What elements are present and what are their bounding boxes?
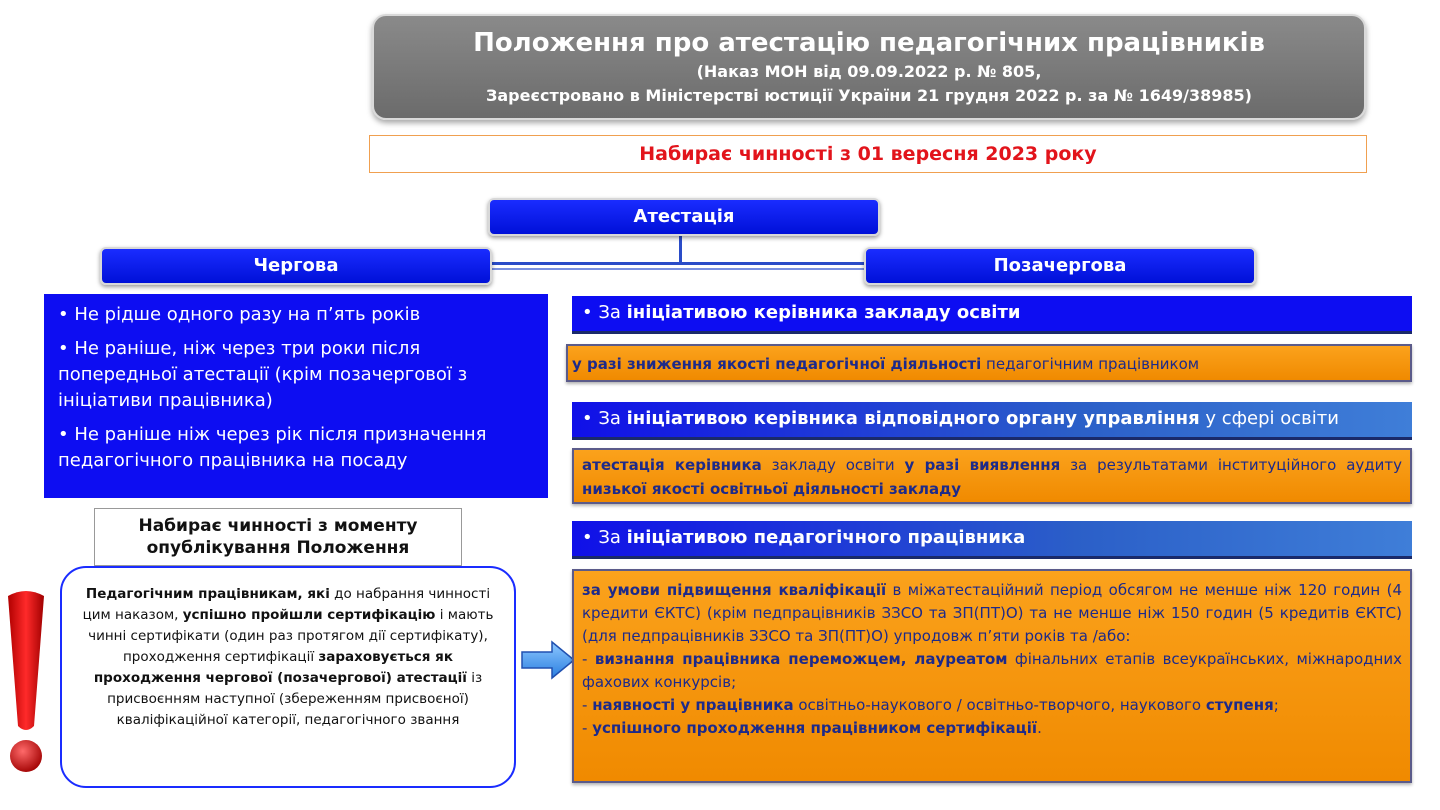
regular-node: Чергова <box>100 247 492 285</box>
connector-horizontal <box>492 262 864 265</box>
init2-suffix: у сфері освіти <box>1199 408 1339 429</box>
cond3-text-1: в міжатестаційний період обсягом не менше ніж 120 годин (4 кредити ЄКТС) (крім педпрацівників ЗЗСО та ЗП(ПТ)О) та не менше ніж 150 годин (5 кредитів ЄКТС) (для педпрацівників ЗЗСО та ЗП(ПТ)О) упродовж п’яти років та /або: <box>582 581 1402 645</box>
init3-prefix: • За <box>582 527 627 548</box>
regular-conditions-list <box>44 294 548 498</box>
certification-note <box>60 566 516 788</box>
cond3-item3-bold: успішного проходження працівником сертифікації <box>592 719 1038 737</box>
document-header <box>372 14 1366 120</box>
cond3-item1-bold: визнання працівника переможцем, лауреатом <box>594 650 1008 668</box>
since-line-1: Набирає чинності з моменту <box>138 516 418 536</box>
cond2-bold-2: у разі виявлення <box>904 456 1061 474</box>
cond2-text-2: за результатами інституційного аудиту <box>1060 456 1403 474</box>
cond3-paragraph <box>582 579 1402 648</box>
note-text-3: із присвоєнням наступної (збереженням присвоєної) кваліфікаційної категорії, педагогічного звання <box>107 670 483 728</box>
cond2-bold-3: низької якості освітньої діяльності закладу <box>582 480 962 498</box>
page-title: Положення про атестацію педагогічних працівників <box>473 28 1265 58</box>
dash: - <box>582 696 593 714</box>
since-publication-box <box>94 508 462 566</box>
note-bold-1: Педагогічним працівникам, які <box>85 586 330 602</box>
init2-bold: ініціативою керівника відповідного органу управління <box>626 408 1200 429</box>
connector-horizontal-2 <box>492 268 864 270</box>
init3-bold: ініціативою педагогічного працівника <box>626 527 1026 548</box>
list-item: • Не рідше одного разу на п’ять років <box>58 304 421 325</box>
cond3-item-2 <box>582 694 1402 717</box>
cond1-text: педагогічним працівником <box>981 355 1200 373</box>
list-item: • Не раніше, ніж через три роки після попередньої атестації (крім позачергової з ініціативи працівника) <box>58 338 468 411</box>
dash: - <box>582 719 593 737</box>
connector-vertical <box>679 236 682 264</box>
init1-prefix: • За <box>582 302 627 323</box>
cond3-item-3 <box>582 717 1402 740</box>
dash: - <box>582 650 595 668</box>
attestation-node: Атестація <box>488 198 880 236</box>
cond2-bold-1: атестація керівника <box>582 456 762 474</box>
effective-date-banner: Набирає чинності з 01 вересня 2023 року <box>369 135 1367 173</box>
cond3-item2-bold: наявності у працівника <box>592 696 794 714</box>
cond3-item-1 <box>582 648 1402 694</box>
condition-quality-decline <box>566 344 1412 382</box>
initiative-teacher <box>572 521 1412 559</box>
since-line-2: опублікування Положення <box>146 538 410 558</box>
cond1-bold: у разі зниження якості педагогічної діяльності <box>572 355 982 373</box>
condition-head-attestation <box>572 448 1412 504</box>
init1-bold: ініціативою керівника закладу освіти <box>626 302 1021 323</box>
exclamation-icon <box>4 588 48 778</box>
note-text-2: і мають чинні сертифікати (один раз протягом дії сертифікату), проходження сертифікації <box>88 607 494 665</box>
extraordinary-node: Позачергова <box>864 247 1256 285</box>
initiative-management-body <box>572 402 1412 440</box>
cond3-item1-text: фінальних етапів всеукраїнських, міжнародних фахових конкурсів; <box>582 650 1402 691</box>
cond2-text-1: закладу освіти <box>761 456 905 474</box>
note-text-1: до набрання чинності цим наказом, <box>82 586 491 623</box>
cond3-item2-end: ; <box>1273 696 1279 714</box>
condition-teacher-initiative <box>572 569 1412 783</box>
arrow-right-icon <box>520 640 576 680</box>
cond3-item3-end: . <box>1037 719 1042 737</box>
list-item: • Не раніше ніж через рік після призначення педагогічного працівника на посаду <box>58 424 487 471</box>
note-bold-2: успішно пройшли сертифікацію <box>182 607 436 623</box>
order-reference: (Наказ МОН від 09.09.2022 р. № 805, <box>696 62 1042 81</box>
cond3-item2-text: освітньо-наукового / освітньо-творчого, наукового <box>793 696 1206 714</box>
cond3-bold-1: за умови підвищення кваліфікації <box>582 581 887 599</box>
note-bold-3: зараховується як проходження чергової (позачергової) атестації <box>93 649 467 686</box>
registration-reference: Зареєстровано в Міністерстві юстиції України 21 грудня 2022 р. за № 1649/38985) <box>486 86 1252 105</box>
cond3-item2-bold-2: ступеня <box>1205 696 1274 714</box>
init2-prefix: • За <box>582 408 627 429</box>
initiative-head-of-institution <box>572 296 1412 334</box>
